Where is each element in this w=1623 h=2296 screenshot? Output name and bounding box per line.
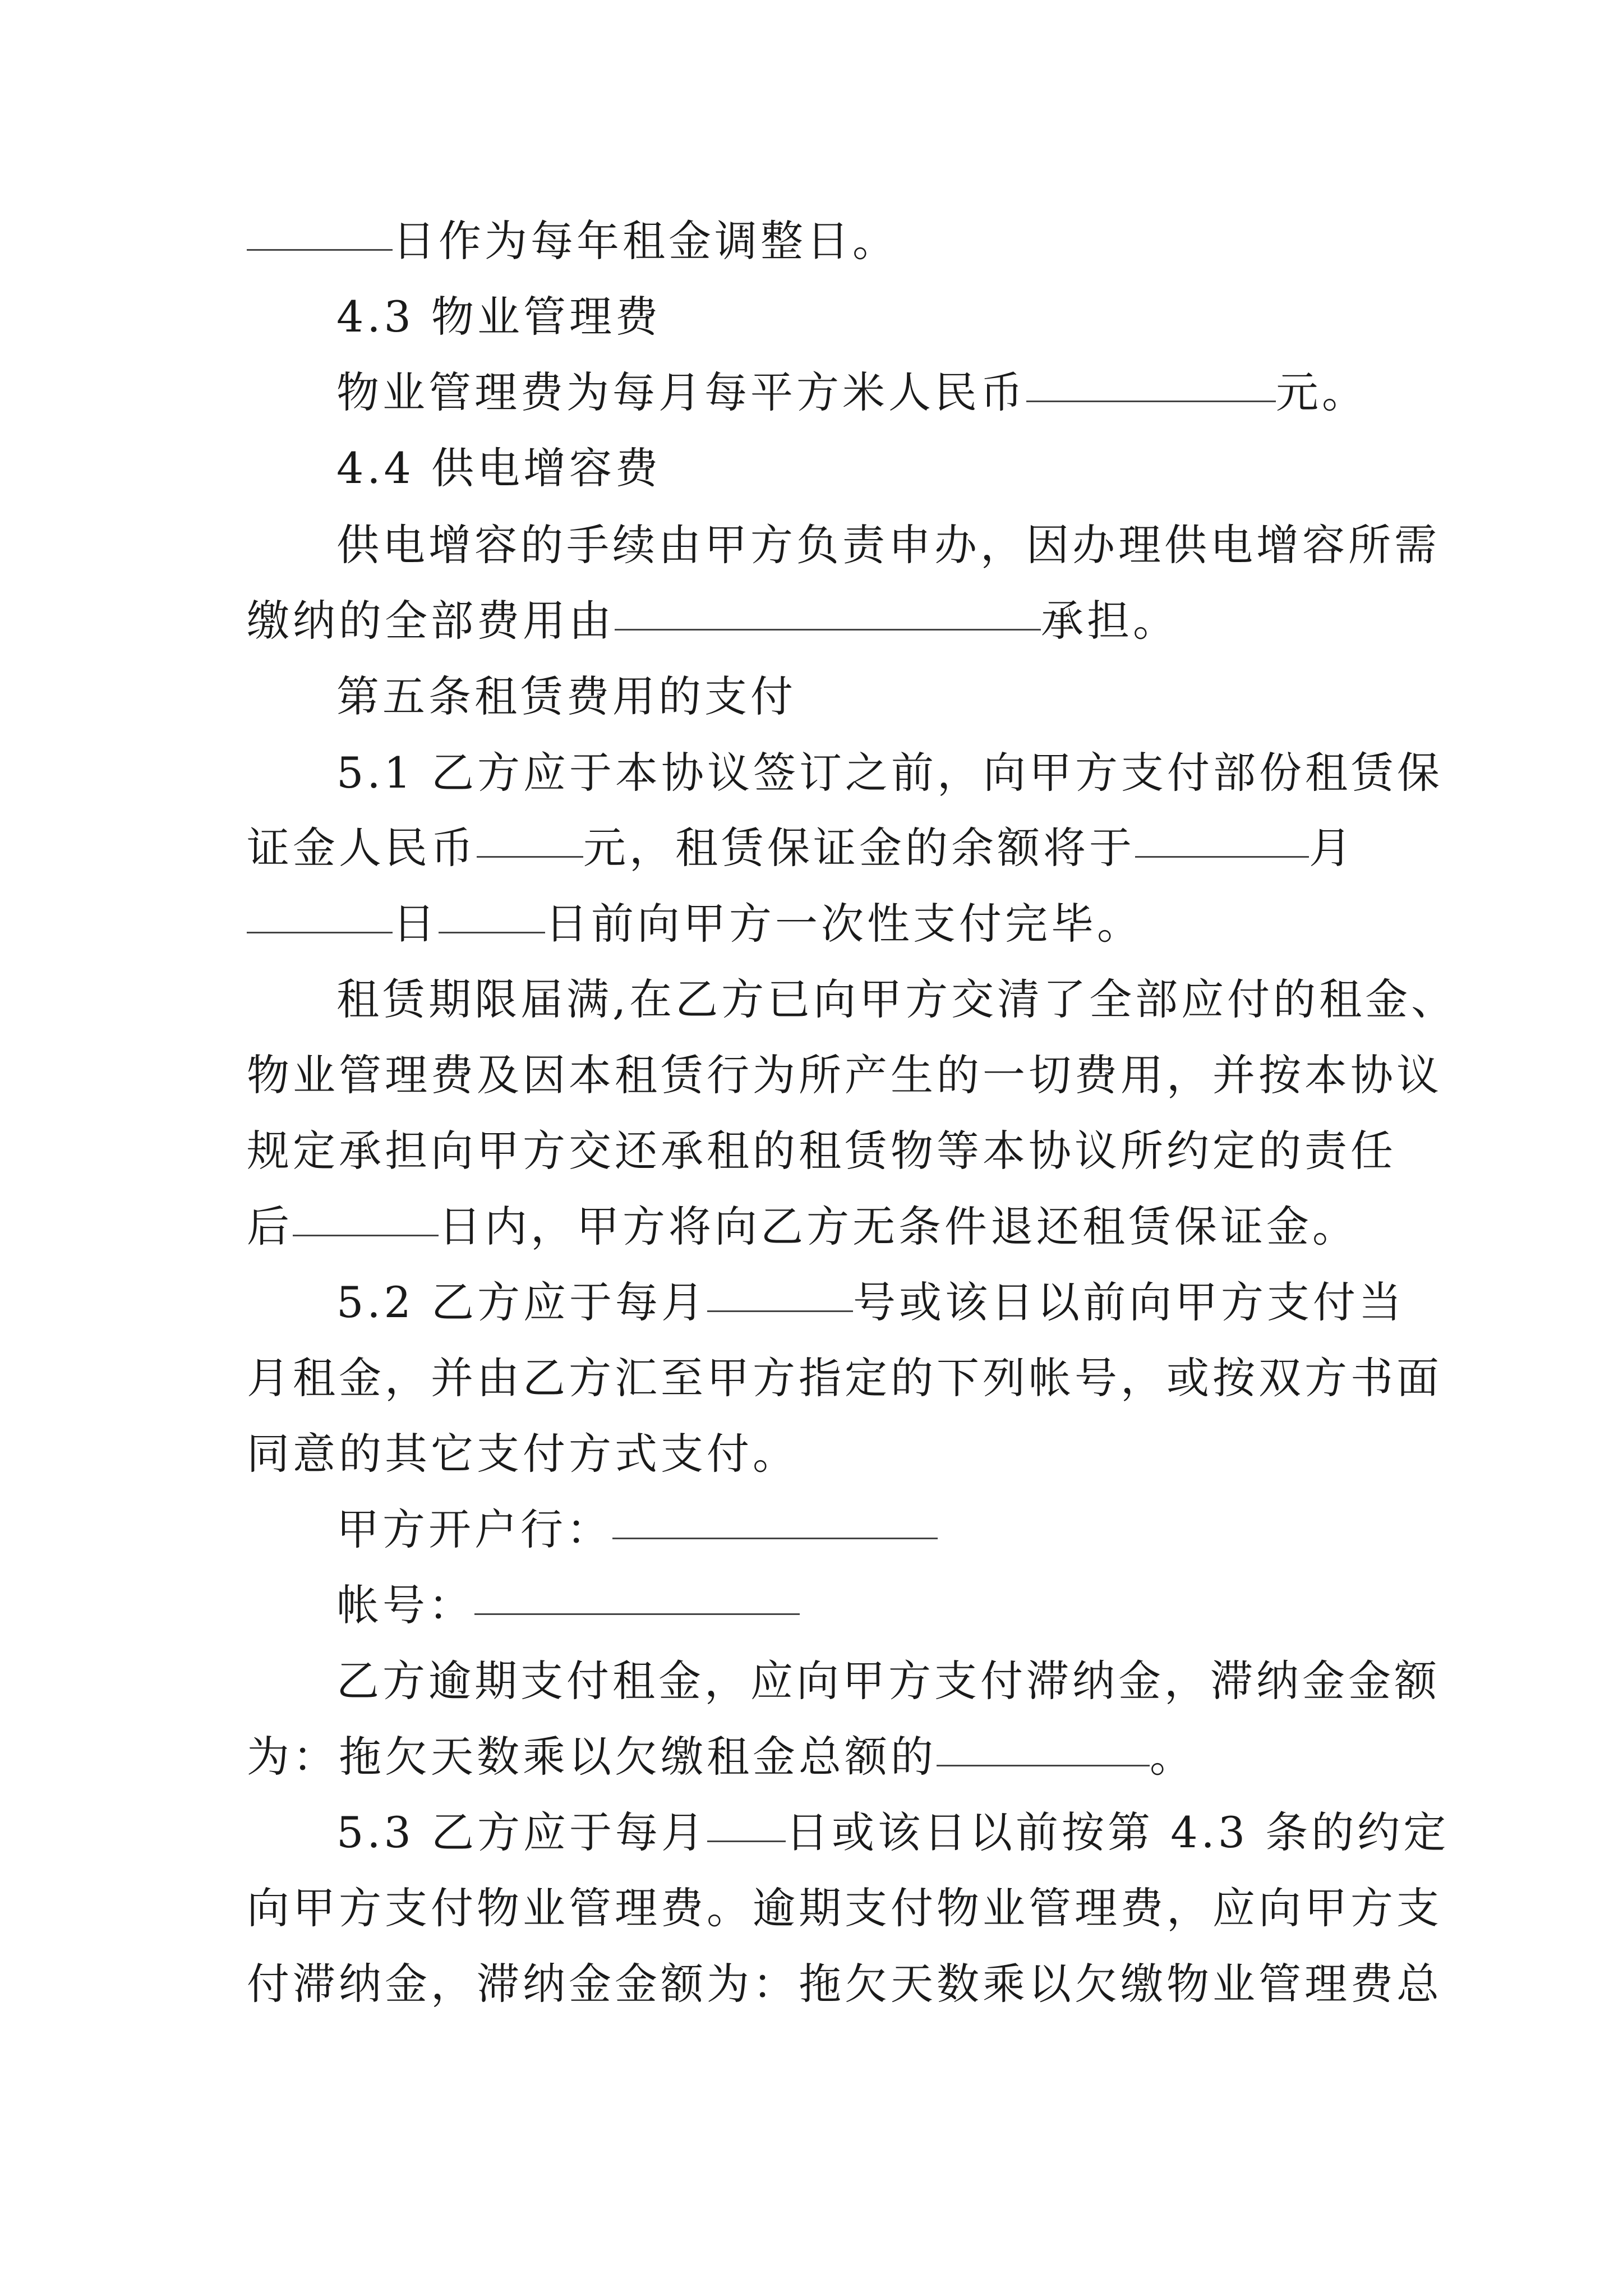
blank-field [937, 1764, 1150, 1766]
late-fee-line1: 乙方逾期支付租金，应向甲方支付滞纳金，滞纳金金额 [336, 1656, 1440, 1706]
section-5-3-line2: 向甲方支付物业管理费。逾期支付物业管理费，应向甲方支 [247, 1883, 1442, 1933]
account-blank-field [474, 1613, 800, 1615]
s53-prefix: 5.3 乙方应于每月 [336, 1807, 708, 1857]
section-4-4-title: 4.4 供电增容费 [336, 443, 662, 493]
section-4-3-title: 4.3 物业管理费 [336, 292, 662, 342]
s53-suffix: 日或该日以前按第 4.3 条的约定 [786, 1807, 1450, 1857]
bank-label: 甲方开户行： [336, 1504, 612, 1554]
s44-prefix: 缴纳的全部费用由 [247, 596, 615, 646]
section-4-3-body [336, 359, 1368, 426]
s44-suffix: 承担。 [1041, 596, 1179, 646]
s51-text-c: 月 [1309, 823, 1355, 873]
section-5-2-line3: 同意的其它支付方式支付。 [247, 1429, 799, 1479]
section-5-2-line1 [336, 1269, 1405, 1336]
s51-text-b: 元，租赁保证金的余额将于 [583, 823, 1135, 873]
account-line [336, 1572, 800, 1639]
section-5-2-line2: 月租金，并由乙方汇至甲方指定的下列帐号，或按双方书面 [247, 1353, 1442, 1403]
refund-paragraph-line2: 物业管理费及因本租赁行为所产生的一切费用，并按本协议 [247, 1050, 1442, 1100]
refund-paragraph-line4 [247, 1193, 1358, 1260]
article-5-title: 第五条租赁费用的支付 [336, 671, 796, 721]
s51-text-end: 日前向甲方一次性支付完毕。 [545, 899, 1143, 949]
s52-suffix: 号或该日以前向甲方支付当 [853, 1277, 1405, 1327]
refund-paragraph-line1: 租赁期限届满,在乙方已向甲方交清了全部应付的租金、 [336, 974, 1458, 1024]
section-4-4-body-line1: 供电增容的手续由甲方负责申办，因办理供电增容所需 [336, 520, 1440, 570]
bank-blank-field [612, 1537, 938, 1539]
late-prefix: 为：拖欠天数乘以欠缴租金总额的 [247, 1732, 937, 1782]
rent-adjust-line [247, 208, 898, 275]
late-fee-line2 [247, 1723, 1196, 1791]
section-4-4-body-line2 [247, 587, 1179, 655]
refund-suffix: 日内，甲方将向乙方无条件退还租赁保证金。 [439, 1202, 1358, 1251]
late-suffix: 。 [1150, 1732, 1196, 1782]
s51-text-day: 日 [393, 899, 439, 949]
bank-line [336, 1496, 938, 1563]
refund-paragraph-line3: 规定承担向甲方交还承租的租赁物等本协议所约定的责任 [247, 1126, 1396, 1176]
account-label: 帐号： [336, 1580, 474, 1630]
blank-field [1026, 400, 1276, 402]
section-5-1-line2 [247, 815, 1355, 882]
rent-adjust-text: 日作为每年租金调整日。 [393, 216, 898, 266]
blank-field [707, 1840, 786, 1842]
blank-field [439, 931, 545, 933]
s52-prefix: 5.2 乙方应于每月 [336, 1277, 708, 1327]
blank-field [293, 1234, 439, 1236]
blank-field [1135, 855, 1309, 858]
s43-suffix: 元。 [1276, 367, 1368, 417]
blank-field [247, 931, 393, 933]
section-5-1-line1: 5.1 乙方应于本协议签订之前，向甲方支付部份租赁保 [336, 748, 1444, 798]
s43-prefix: 物业管理费为每月每平方米人民币 [336, 367, 1026, 417]
blank-field [477, 855, 583, 858]
refund-prefix: 后 [247, 1202, 293, 1251]
section-5-3-line1 [336, 1799, 1449, 1866]
s51-text-a: 证金人民币 [247, 823, 477, 873]
blank-field [247, 249, 393, 251]
section-5-1-line3 [247, 890, 1143, 958]
blank-field [707, 1310, 853, 1312]
blank-field [615, 628, 1041, 631]
section-5-3-line3: 付滞纳金，滞纳金金额为：拖欠天数乘以欠缴物业管理费总 [247, 1959, 1442, 2009]
